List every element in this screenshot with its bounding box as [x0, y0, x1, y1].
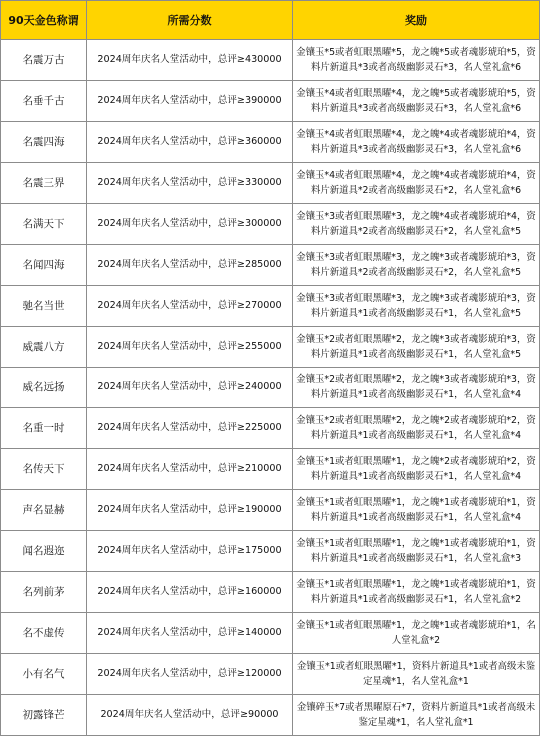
table-row [1, 203, 540, 244]
title-cell: 名列前茅 [1, 572, 87, 613]
score-cell: 2024周年庆名人堂活动中，总评≥270000 [87, 285, 293, 326]
title-cell: 闻名遐迩 [1, 531, 87, 572]
table-row [1, 531, 540, 572]
reward-cell: 金镶玉*3或者虹眼黑曜*3，龙之魄*4或者魂影琥珀*4，资料片新道具*2或者高级幽影灵石*2，名人堂礼盒*5 [293, 203, 540, 244]
reward-cell: 金镶玉*2或者虹眼黑曜*2，龙之魄*3或者魂影琥珀*3，资料片新道具*1或者高级幽影灵石*1，名人堂礼盒*5 [293, 326, 540, 367]
score-cell: 2024周年庆名人堂活动中，总评≥120000 [87, 654, 293, 695]
table-row [1, 244, 540, 285]
score-cell: 2024周年庆名人堂活动中，总评≥225000 [87, 408, 293, 449]
title-cell: 威震八方 [1, 326, 87, 367]
reward-cell: 金镶玉*1或者虹眼黑曜*1，龙之魄*2或者魂影琥珀*2，资料片新道具*1或者高级幽影灵石*1，名人堂礼盒*4 [293, 449, 540, 490]
score-cell: 2024周年庆名人堂活动中，总评≥300000 [87, 203, 293, 244]
score-cell: 2024周年庆名人堂活动中，总评≥90000 [87, 695, 293, 736]
reward-cell: 金镶玉*4或者虹眼黑曜*4，龙之魄*4或者魂影琥珀*4，资料片新道具*2或者高级幽影灵石*2，名人堂礼盒*6 [293, 162, 540, 203]
table-row [1, 408, 540, 449]
table-row [1, 162, 540, 203]
reward-cell: 金镶玉*4或者虹眼黑曜*4，龙之魄*5或者魂影琥珀*5，资料片新道具*3或者高级幽影灵石*3，名人堂礼盒*6 [293, 80, 540, 121]
header-row [1, 1, 540, 40]
title-cell: 初露锋芒 [1, 695, 87, 736]
table-row [1, 326, 540, 367]
title-cell: 名重一时 [1, 408, 87, 449]
table-row [1, 121, 540, 162]
reward-cell: 金镶碎玉*7或者黑曜原石*7，资料片新道具*1或者高级未鉴定星魂*1，名人堂礼盒*1 [293, 695, 540, 736]
header-title: 90天金色称谓 [1, 1, 87, 40]
score-cell: 2024周年庆名人堂活动中，总评≥175000 [87, 531, 293, 572]
reward-cell: 金镶玉*3或者虹眼黑曜*3，龙之魄*3或者魂影琥珀*3，资料片新道具*1或者高级幽影灵石*1，名人堂礼盒*5 [293, 285, 540, 326]
reward-cell: 金镶玉*4或者虹眼黑曜*4，龙之魄*4或者魂影琥珀*4，资料片新道具*3或者高级幽影灵石*3，名人堂礼盒*6 [293, 121, 540, 162]
table-row [1, 695, 540, 736]
score-cell: 2024周年庆名人堂活动中，总评≥190000 [87, 490, 293, 531]
score-cell: 2024周年庆名人堂活动中，总评≥430000 [87, 40, 293, 81]
table-row [1, 285, 540, 326]
title-cell: 名不虚传 [1, 613, 87, 654]
title-cell: 名震四海 [1, 121, 87, 162]
reward-cell: 金镶玉*3或者虹眼黑曜*3，龙之魄*3或者魂影琥珀*3，资料片新道具*2或者高级幽影灵石*2，名人堂礼盒*5 [293, 244, 540, 285]
table-row [1, 449, 540, 490]
table-row [1, 654, 540, 695]
title-cell: 声名显赫 [1, 490, 87, 531]
reward-cell: 金镶玉*2或者虹眼黑曜*2，龙之魄*3或者魂影琥珀*3，资料片新道具*1或者高级幽影灵石*1，名人堂礼盒*4 [293, 367, 540, 408]
reward-cell: 金镶玉*1或者虹眼黑曜*1，资料片新道具*1或者高级未鉴定星魂*1，名人堂礼盒*1 [293, 654, 540, 695]
table-row [1, 572, 540, 613]
reward-cell: 金镶玉*1或者虹眼黑曜*1，龙之魄*1或者魂影琥珀*1，名人堂礼盒*2 [293, 613, 540, 654]
header-score: 所需分数 [87, 1, 293, 40]
header-reward: 奖励 [293, 1, 540, 40]
title-cell: 驰名当世 [1, 285, 87, 326]
table-row [1, 490, 540, 531]
title-cell: 名震万古 [1, 40, 87, 81]
reward-cell: 金镶玉*5或者虹眼黑曜*5，龙之魄*5或者魂影琥珀*5，资料片新道具*3或者高级幽影灵石*3，名人堂礼盒*6 [293, 40, 540, 81]
table-row [1, 613, 540, 654]
title-cell: 名垂千古 [1, 80, 87, 121]
table-row [1, 80, 540, 121]
score-cell: 2024周年庆名人堂活动中，总评≥390000 [87, 80, 293, 121]
title-cell: 名震三界 [1, 162, 87, 203]
score-cell: 2024周年庆名人堂活动中，总评≥140000 [87, 613, 293, 654]
title-cell: 威名远扬 [1, 367, 87, 408]
table-row [1, 367, 540, 408]
title-cell: 名满天下 [1, 203, 87, 244]
score-cell: 2024周年庆名人堂活动中，总评≥210000 [87, 449, 293, 490]
reward-cell: 金镶玉*1或者虹眼黑曜*1，龙之魄*1或者魂影琥珀*1，资料片新道具*1或者高级幽影灵石*1，名人堂礼盒*2 [293, 572, 540, 613]
score-cell: 2024周年庆名人堂活动中，总评≥255000 [87, 326, 293, 367]
score-cell: 2024周年庆名人堂活动中，总评≥285000 [87, 244, 293, 285]
reward-cell: 金镶玉*1或者虹眼黑曜*1，龙之魄*1或者魂影琥珀*1，资料片新道具*1或者高级幽影灵石*1，名人堂礼盒*4 [293, 490, 540, 531]
score-cell: 2024周年庆名人堂活动中，总评≥160000 [87, 572, 293, 613]
table-row [1, 40, 540, 81]
title-cell: 小有名气 [1, 654, 87, 695]
reward-cell: 金镶玉*1或者虹眼黑曜*1，龙之魄*1或者魂影琥珀*1，资料片新道具*1或者高级幽影灵石*1，名人堂礼盒*3 [293, 531, 540, 572]
score-cell: 2024周年庆名人堂活动中，总评≥360000 [87, 121, 293, 162]
reward-cell: 金镶玉*2或者虹眼黑曜*2，龙之魄*2或者魂影琥珀*2，资料片新道具*1或者高级幽影灵石*1，名人堂礼盒*4 [293, 408, 540, 449]
score-cell: 2024周年庆名人堂活动中，总评≥240000 [87, 367, 293, 408]
title-cell: 名传天下 [1, 449, 87, 490]
score-cell: 2024周年庆名人堂活动中，总评≥330000 [87, 162, 293, 203]
title-cell: 名闻四海 [1, 244, 87, 285]
